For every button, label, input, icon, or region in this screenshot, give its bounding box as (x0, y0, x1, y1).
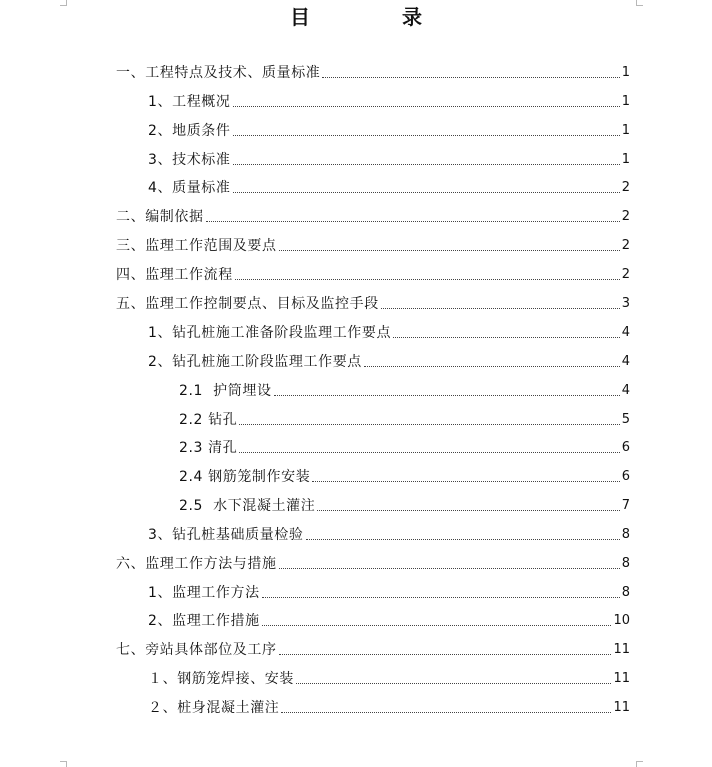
toc-entry-text: 1、监理工作方法 (148, 585, 260, 601)
toc-leader (235, 278, 620, 280)
toc-page-number: 10 (613, 613, 630, 628)
toc-page-number: 1 (621, 65, 630, 80)
toc-leader (279, 249, 620, 251)
toc-entry-text: 五、监理工作控制要点、目标及监控手段 (116, 296, 379, 312)
toc-page-number: 2 (621, 238, 630, 253)
toc-entry-text: 三、监理工作范围及要点 (116, 238, 277, 254)
toc-entry-text: 3、钻孔桩基础质量检验 (148, 527, 304, 543)
toc-entry-text: 1、工程概况 (148, 94, 231, 110)
toc-entry[interactable] (148, 120, 630, 140)
toc-entry-text: 3、技术标准 (148, 152, 231, 168)
toc-entry-text: 2.4 钢筋笼制作安装 (179, 469, 311, 485)
toc-page-number: 6 (621, 469, 630, 484)
toc-page-number: 2 (621, 180, 630, 195)
toc-leader (322, 76, 619, 78)
toc-page-number: 4 (621, 354, 630, 369)
toc-leader (274, 394, 620, 396)
toc-entry-text: 2.3 清孔 (179, 440, 238, 456)
toc-leader (239, 451, 619, 453)
toc-entry[interactable] (148, 582, 630, 602)
toc-page-number: 11 (613, 700, 630, 715)
toc-leader (279, 567, 620, 569)
toc-entry[interactable] (116, 206, 630, 226)
toc-leader (312, 480, 619, 482)
toc-leader (262, 596, 620, 598)
toc-page-number: 4 (621, 325, 630, 340)
toc-page-number: 3 (621, 296, 630, 311)
toc-entry[interactable] (148, 149, 630, 169)
toc-entry[interactable] (148, 91, 630, 111)
toc-entry[interactable] (179, 437, 630, 457)
toc-entry-text: 1、钻孔桩施工准备阶段监理工作要点 (148, 325, 392, 341)
toc-page-number: 11 (613, 642, 630, 657)
toc-entry-text: 2、地质条件 (148, 123, 231, 139)
toc-leader (206, 220, 620, 222)
toc-entry[interactable] (148, 610, 630, 630)
toc-entry-text: 2、监理工作措施 (148, 613, 260, 629)
toc-entry[interactable] (116, 264, 630, 284)
toc-entry[interactable] (116, 553, 630, 573)
toc-entry[interactable] (116, 293, 630, 313)
toc-entry-text: 4、质量标准 (148, 180, 231, 196)
toc-entry[interactable] (116, 639, 630, 659)
toc-page-number: 8 (621, 556, 630, 571)
toc-page-number: 2 (621, 209, 630, 224)
toc-leader (317, 509, 619, 511)
toc-entry-text: 七、旁站具体部位及工序 (116, 642, 277, 658)
toc-entry[interactable] (179, 380, 630, 400)
toc-leader (279, 653, 612, 655)
toc-entry-text: 一、工程特点及技术、质量标准 (116, 65, 321, 81)
toc-entry[interactable] (148, 322, 630, 342)
toc-entry-text: 2.5 水下混凝土灌注 (179, 498, 316, 514)
toc-entry[interactable] (116, 235, 630, 255)
toc-leader (239, 423, 619, 425)
toc-page-number: 5 (621, 412, 630, 427)
toc-leader (306, 538, 620, 540)
toc-entry[interactable] (179, 409, 630, 429)
toc-entry[interactable] (148, 697, 630, 717)
toc-entry-text: ２、桩身混凝土灌注 (148, 700, 280, 716)
toc-leader (381, 307, 620, 309)
toc-page-number: 8 (621, 585, 630, 600)
toc-entry-text: 四、监理工作流程 (116, 267, 233, 283)
toc-entry-text: 2.1 护筒埋设 (179, 383, 272, 399)
toc-entry[interactable] (148, 668, 630, 688)
toc-page-number: 1 (621, 152, 630, 167)
toc-entry-text: １、钢筋笼焊接、安装 (148, 671, 294, 687)
toc-page-number: 8 (621, 527, 630, 542)
toc-leader (296, 682, 611, 684)
toc-leader (233, 191, 620, 193)
toc-page-number: 1 (621, 94, 630, 109)
toc-entry-text: 二、编制依据 (116, 209, 204, 225)
toc-page-number: 1 (621, 123, 630, 138)
toc-leader (233, 163, 620, 165)
toc-entry-text: 六、监理工作方法与措施 (116, 556, 277, 572)
page-title: 目 录 (290, 5, 458, 29)
toc-entry-text: 2、钻孔桩施工阶段监理工作要点 (148, 354, 362, 370)
toc-leader (364, 365, 620, 367)
toc-leader (233, 105, 620, 107)
toc-page-number: 4 (621, 383, 630, 398)
toc-entry[interactable] (148, 351, 630, 371)
toc-entry[interactable] (148, 177, 630, 197)
toc-entry[interactable] (148, 524, 630, 544)
toc-page-number: 2 (621, 267, 630, 282)
toc-entry[interactable] (116, 62, 630, 82)
toc-leader (393, 336, 620, 338)
toc-page-number: 6 (621, 440, 630, 455)
toc-leader (233, 134, 620, 136)
toc-page-number: 7 (621, 498, 630, 513)
toc-page-number: 11 (613, 671, 630, 686)
toc-entry[interactable] (179, 466, 630, 486)
toc-leader (281, 711, 611, 713)
toc-entry[interactable] (179, 495, 630, 515)
toc-leader (262, 624, 612, 626)
toc-entry-text: 2.2 钻孔 (179, 412, 238, 428)
